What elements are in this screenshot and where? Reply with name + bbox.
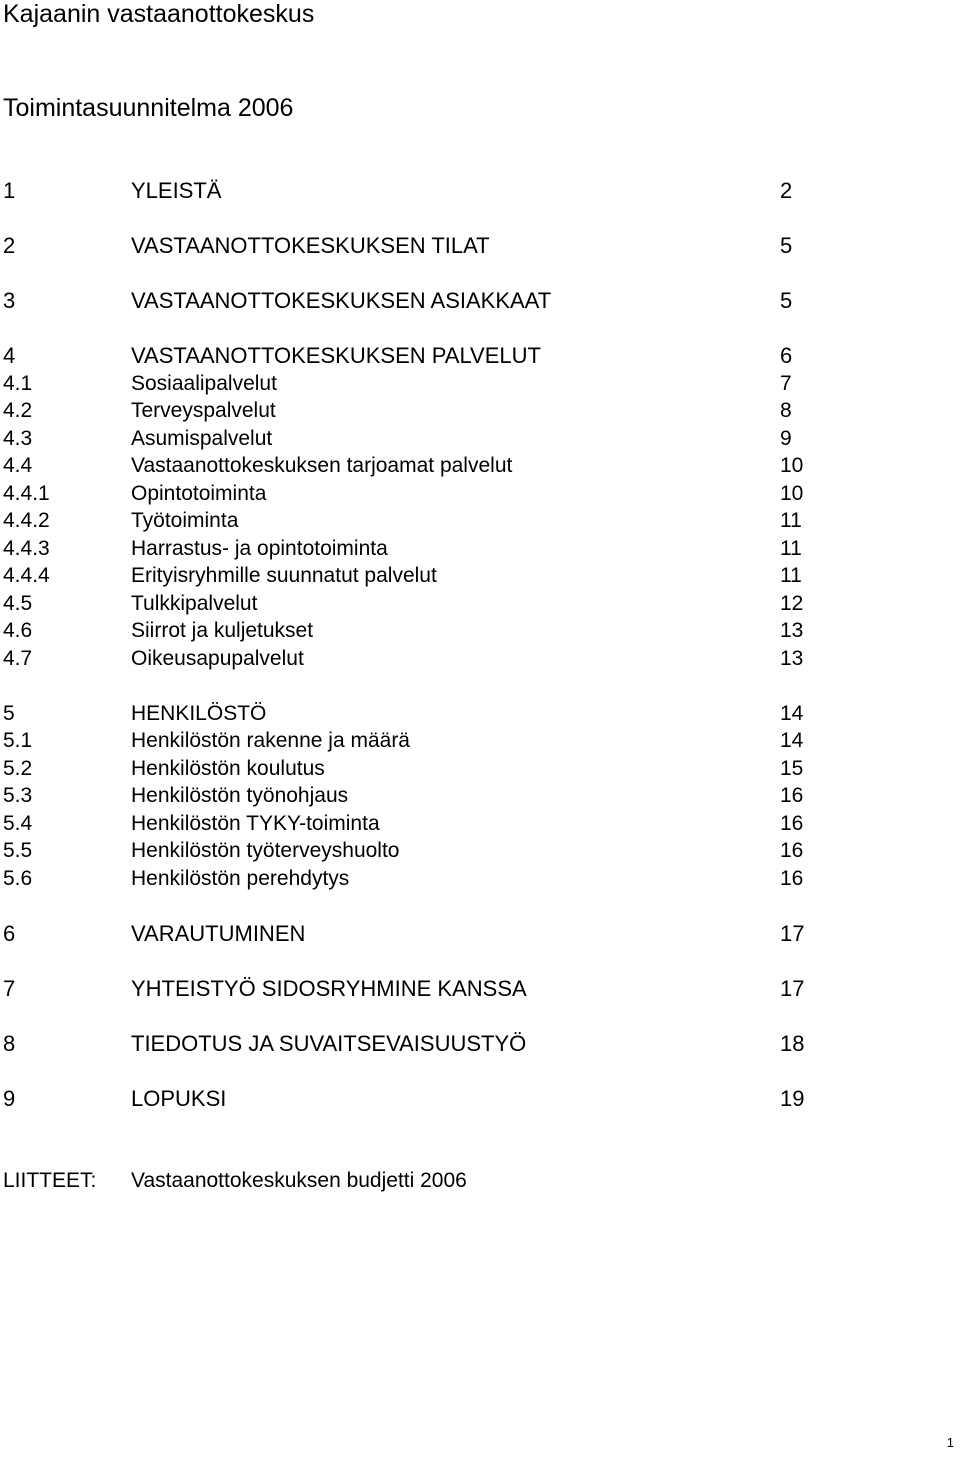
toc-entry-title: HENKILÖSTÖ: [131, 702, 267, 725]
toc-entry-number: 4.6: [3, 619, 33, 642]
toc-entry-number: 4: [3, 343, 16, 368]
toc-entry-page: 10: [780, 454, 804, 477]
toc-entry: [0, 455, 960, 482]
toc-entry-title: Henkilöstön rakenne ja määrä: [131, 729, 410, 752]
toc-entry-page: 16: [780, 867, 804, 890]
toc-entry-number: 4.4.2: [3, 509, 50, 532]
toc-entry-title: VARAUTUMINEN: [131, 921, 306, 946]
toc-entry-title: VASTAANOTTOKESKUKSEN PALVELUT: [131, 343, 541, 368]
toc-entry-title: Asumispalvelut: [131, 427, 273, 450]
toc-entry: [0, 565, 960, 592]
toc-entry: [0, 400, 960, 427]
toc-entry: [0, 703, 960, 730]
toc-entry: [0, 868, 960, 895]
toc-entry-number: 4.5: [3, 592, 33, 615]
toc-entry-title: Työtoiminta: [131, 509, 239, 532]
toc-entry-title: Henkilöstön perehdytys: [131, 867, 350, 890]
toc-entry: [0, 538, 960, 565]
toc-entry-title: Terveyspalvelut: [131, 399, 276, 422]
toc-entry-page: 16: [780, 839, 804, 862]
toc-entry-page: 5: [780, 288, 793, 313]
toc-entry-number: 5.2: [3, 757, 33, 780]
toc-entry-page: 12: [780, 592, 804, 615]
appendix-text: Vastaanottokeskuksen budjetti 2006: [131, 1169, 467, 1192]
toc-entry-title: YLEISTÄ: [131, 178, 222, 203]
appendix-label: LIITTEET:: [3, 1169, 97, 1192]
toc-entry: [0, 840, 960, 867]
toc-entry-page: 11: [780, 537, 802, 560]
toc-entry: [0, 510, 960, 537]
toc-entry: [0, 813, 960, 840]
toc-entry-number: 4.1: [3, 372, 33, 395]
toc-entry-title: Henkilöstön työnohjaus: [131, 784, 349, 807]
toc-entry-title: Harrastus- ja opintotoiminta: [131, 537, 388, 560]
toc-entry-title: VASTAANOTTOKESKUKSEN TILAT: [131, 233, 490, 258]
toc-entry-page: 16: [780, 812, 804, 835]
toc-entry-page: 19: [780, 1086, 805, 1111]
toc-entry-number: 6: [3, 921, 16, 946]
toc-entry: [0, 730, 960, 757]
toc-entry-title: Henkilöstön TYKY-toiminta: [131, 812, 380, 835]
toc-entry-number: 4.4.1: [3, 482, 50, 505]
toc-entry-number: 3: [3, 288, 16, 313]
toc-entry-page: 11: [780, 564, 802, 587]
toc-entry-page: 18: [780, 1031, 805, 1056]
toc-entry-title: Vastaanottokeskuksen tarjoamat palvelut: [131, 454, 513, 477]
toc-entry: [0, 648, 960, 675]
toc-entry-title: LOPUKSI: [131, 1086, 227, 1111]
toc-entry-title: YHTEISTYÖ SIDOSRYHMINE KANSSA: [131, 976, 527, 1001]
toc-entry: [0, 593, 960, 620]
toc-entry-number: 8: [3, 1031, 16, 1056]
toc-entry-page: 14: [780, 702, 804, 725]
toc-entry-title: Sosiaalipalvelut: [131, 372, 277, 395]
toc-entry-page: 13: [780, 619, 804, 642]
toc-entry-page: 5: [780, 233, 793, 258]
toc-entry: [0, 1033, 960, 1060]
page-number: 1: [946, 1435, 954, 1450]
document-title: Kajaanin vastaanottokeskus: [3, 0, 315, 28]
toc-entry: [0, 620, 960, 647]
toc-entry-title: Tulkkipalvelut: [131, 592, 258, 615]
toc-entry-title: Henkilöstön työterveyshuolto: [131, 839, 400, 862]
toc-entry-number: 4.4.4: [3, 564, 50, 587]
toc-entry-page: 8: [780, 399, 792, 422]
toc-entry-number: 9: [3, 1086, 16, 1111]
toc-entry-page: 14: [780, 729, 804, 752]
toc-entry-number: 4.3: [3, 427, 33, 450]
toc-entry-title: TIEDOTUS JA SUVAITSEVAISUUSTYÖ: [131, 1031, 527, 1056]
toc-entry-number: 5.6: [3, 867, 33, 890]
toc-entry-page: 17: [780, 976, 805, 1001]
toc-entry-title: Siirrot ja kuljetukset: [131, 619, 314, 642]
toc-entry-title: VASTAANOTTOKESKUKSEN ASIAKKAAT: [131, 288, 552, 313]
toc-entry: [0, 758, 960, 785]
toc-entry-number: 5.4: [3, 812, 33, 835]
toc-entry: [0, 373, 960, 400]
toc-entry: [0, 428, 960, 455]
toc-entry-title: Oikeusapupalvelut: [131, 647, 304, 670]
toc-entry-page: 2: [780, 178, 793, 203]
toc-entry-number: 7: [3, 976, 16, 1001]
toc-entry-title: Henkilöstön koulutus: [131, 757, 325, 780]
toc-entry-page: 9: [780, 427, 792, 450]
toc-entry: [0, 290, 960, 317]
toc-entry-page: 10: [780, 482, 804, 505]
toc-entry-page: 16: [780, 784, 804, 807]
toc-entry: [0, 978, 960, 1005]
toc-entry-number: 4.4.3: [3, 537, 50, 560]
toc-entry: [0, 345, 960, 372]
toc-entry-page: 15: [780, 757, 804, 780]
toc-entry-page: 6: [780, 343, 793, 368]
toc-entry-number: 4.4: [3, 454, 33, 477]
toc-entry-page: 7: [780, 372, 792, 395]
toc-entry-title: Erityisryhmille suunnatut palvelut: [131, 564, 437, 587]
toc-entry-page: 11: [780, 509, 802, 532]
toc-entry: [0, 923, 960, 950]
toc-entry-number: 1: [3, 178, 16, 203]
toc-entry-title: Opintotoiminta: [131, 482, 267, 505]
toc-entry: [0, 483, 960, 510]
toc-entry-page: 17: [780, 921, 805, 946]
toc-entry-number: 2: [3, 233, 16, 258]
toc-entry-number: 4.2: [3, 399, 33, 422]
toc-entry: [0, 1088, 960, 1115]
toc-entry: [0, 180, 960, 207]
toc-entry-number: 5.3: [3, 784, 33, 807]
toc-entry-number: 5: [3, 702, 15, 725]
toc-entry: [0, 235, 960, 262]
toc-entry-number: 5.5: [3, 839, 33, 862]
document-subtitle: Toimintasuunnitelma 2006: [3, 94, 294, 122]
toc-entry-number: 5.1: [3, 729, 33, 752]
toc-entry-number: 4.7: [3, 647, 33, 670]
toc-entry-page: 13: [780, 647, 804, 670]
appendix-line: [3, 1170, 467, 1191]
toc-entry: [0, 785, 960, 812]
